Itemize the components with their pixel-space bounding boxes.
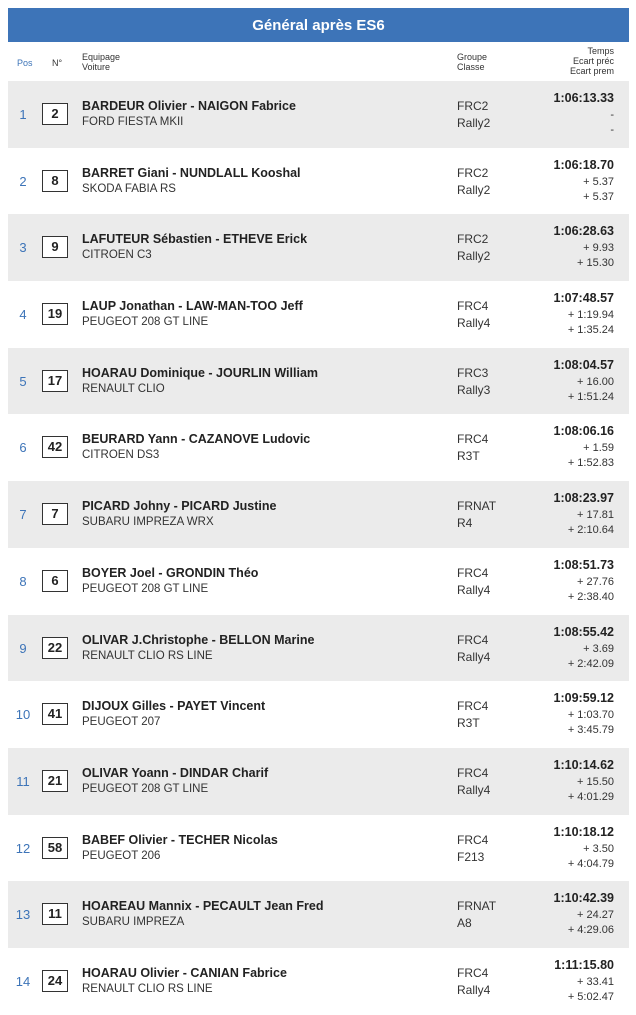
total-time: 1:06:18.70 xyxy=(553,157,614,172)
groupe: FRC2 xyxy=(457,232,489,247)
total-time: 1:06:28.63 xyxy=(553,224,614,239)
gap-previous: - xyxy=(610,109,614,121)
table-row[interactable] xyxy=(8,681,629,748)
crew-names: LAUP Jonathan - LAW-MAN-TOO Jeff xyxy=(82,299,303,314)
position: 1 xyxy=(19,107,27,122)
results-table xyxy=(8,81,629,1015)
header-ecart-prec-label: Ecart préc xyxy=(572,56,614,66)
gap-first: + 2:42.09 xyxy=(567,657,614,670)
car-model: PEUGEOT 207 xyxy=(82,716,161,729)
car-number: 2 xyxy=(42,103,68,125)
total-time: 1:06:13.33 xyxy=(553,91,614,105)
position: 5 xyxy=(19,373,27,389)
classe: Rally4 xyxy=(457,782,491,797)
total-time: 1:10:14.62 xyxy=(553,757,614,772)
crew-names: BARRET Giani - NUNDLALL Kooshal xyxy=(82,165,301,180)
gap-previous: + 16.00 xyxy=(576,375,614,388)
position: 4 xyxy=(19,307,27,323)
position: 7 xyxy=(19,507,27,523)
car-number: 7 xyxy=(42,503,68,525)
car-model: PEUGEOT 208 GT LINE xyxy=(82,582,209,595)
table-row[interactable] xyxy=(8,481,629,548)
car-model: PEUGEOT 208 GT LINE xyxy=(82,782,209,795)
car-number: 58 xyxy=(42,837,68,859)
gap-first: + 1:52.83 xyxy=(567,457,614,470)
crew-names: BARDEUR Olivier - NAIGON Fabrice xyxy=(82,99,296,113)
gap-first: + 2:38.40 xyxy=(567,590,614,603)
crew-names: HOARAU Olivier - CANIAN Fabrice xyxy=(82,965,287,980)
groupe: FRNAT xyxy=(457,899,497,914)
car-number: 42 xyxy=(42,436,68,458)
car-model: FORD FIESTA MKII xyxy=(82,116,184,128)
car-model: RENAULT CLIO RS LINE xyxy=(82,649,213,662)
table-row[interactable] xyxy=(8,148,629,215)
crew-names: OLIVAR J.Christophe - BELLON Marine xyxy=(82,632,315,647)
gap-previous: + 27.76 xyxy=(576,575,614,588)
table-row[interactable] xyxy=(8,548,629,615)
car-number: 17 xyxy=(42,370,68,392)
gap-first: + 5:02.47 xyxy=(567,990,614,1003)
classe: Rally4 xyxy=(457,582,491,597)
groupe: FRC4 xyxy=(457,565,489,580)
gap-first: + 5.37 xyxy=(583,190,614,203)
gap-first: + 1:35.24 xyxy=(567,324,614,337)
car-model: SUBARU IMPREZA WRX xyxy=(82,516,214,529)
table-row[interactable] xyxy=(8,748,629,815)
groupe: FRC2 xyxy=(457,99,489,113)
classe: Rally3 xyxy=(457,382,491,397)
position: 13 xyxy=(15,907,31,923)
classe: Rally2 xyxy=(457,182,491,197)
crew-names: HOAREAU Mannix - PECAULT Jean Fred xyxy=(82,899,324,914)
total-time: 1:08:51.73 xyxy=(553,557,614,572)
car-model: CITROEN DS3 xyxy=(82,449,160,462)
gap-previous: + 1.59 xyxy=(583,442,614,455)
classe: F213 xyxy=(457,849,485,864)
gap-previous: + 15.50 xyxy=(576,775,614,788)
gap-first: + 2:10.64 xyxy=(567,524,614,537)
crew-names: BEURARD Yann - CAZANOVE Ludovic xyxy=(82,432,311,447)
classe: Rally4 xyxy=(457,316,491,331)
position: 6 xyxy=(19,440,27,456)
position: 8 xyxy=(19,573,27,589)
header-voiture-label: Voiture xyxy=(82,62,111,72)
groupe: FRC4 xyxy=(457,965,489,980)
car-model: CITROEN C3 xyxy=(82,249,152,262)
gap-first: + 15.30 xyxy=(576,257,614,270)
gap-previous: + 33.41 xyxy=(576,975,614,988)
classe: Rally4 xyxy=(457,982,491,997)
car-model: RENAULT CLIO RS LINE xyxy=(82,982,213,995)
total-time: 1:08:55.42 xyxy=(553,624,614,639)
total-time: 1:11:15.80 xyxy=(554,957,614,972)
gap-previous: + 3.69 xyxy=(583,642,614,655)
total-time: 1:10:42.39 xyxy=(553,891,614,906)
car-model: PEUGEOT 208 GT LINE xyxy=(82,316,209,329)
car-model: PEUGEOT 206 xyxy=(82,849,161,862)
crew-names: BABEF Olivier - TECHER Nicolas xyxy=(82,832,278,847)
gap-previous: + 5.37 xyxy=(583,175,614,188)
table-row[interactable] xyxy=(8,348,629,415)
classe: Rally4 xyxy=(457,649,491,664)
gap-previous: + 24.27 xyxy=(576,909,614,922)
header-equipage-label: Equipage xyxy=(82,52,121,62)
gap-first: + 4:04.79 xyxy=(567,857,614,870)
gap-first: + 4:29.06 xyxy=(567,924,614,937)
gap-first: + 1:51.24 xyxy=(567,390,614,403)
classe: Rally2 xyxy=(457,116,491,130)
position: 3 xyxy=(19,240,27,256)
groupe: FRC4 xyxy=(457,832,489,847)
header-times xyxy=(570,46,614,76)
gap-previous: + 3.50 xyxy=(583,842,614,855)
position: 2 xyxy=(19,173,27,189)
gap-first: + 4:01.29 xyxy=(567,790,614,803)
table-row[interactable] xyxy=(8,214,629,281)
crew-names: DIJOUX Gilles - PAYET Vincent xyxy=(82,699,266,714)
gap-previous: + 9.93 xyxy=(583,242,614,255)
car-number: 11 xyxy=(42,903,68,925)
classe: R4 xyxy=(457,516,473,531)
groupe: FRC4 xyxy=(457,765,489,780)
total-time: 1:08:23.97 xyxy=(553,491,614,506)
header-pos: Pos xyxy=(17,58,33,68)
gap-first: - xyxy=(610,124,614,136)
table-row[interactable] xyxy=(8,281,629,348)
position: 14 xyxy=(15,973,31,989)
crew-names: HOARAU Dominique - JOURLIN William xyxy=(82,365,319,380)
car-model: RENAULT CLIO xyxy=(82,382,165,395)
position: 10 xyxy=(15,707,31,723)
car-number: 8 xyxy=(42,170,68,192)
car-model: SUBARU IMPREZA xyxy=(82,916,185,929)
header-num: N° xyxy=(52,58,63,68)
position: 9 xyxy=(19,640,27,656)
position: 12 xyxy=(15,840,31,856)
table-row[interactable] xyxy=(8,414,629,481)
groupe: FRC4 xyxy=(457,632,489,647)
header-ecart-prem-label: Ecart prem xyxy=(569,66,614,76)
table-row[interactable] xyxy=(8,948,629,1015)
car-number: 22 xyxy=(42,637,68,659)
table-row[interactable] xyxy=(8,81,629,148)
total-time: 1:08:04.57 xyxy=(553,357,614,372)
groupe: FRC2 xyxy=(457,165,489,180)
gap-previous: + 1:19.94 xyxy=(567,309,614,322)
crew-names: OLIVAR Yoann - DINDAR Charif xyxy=(82,765,269,780)
car-number: 21 xyxy=(42,770,68,792)
header-temps-label: Temps xyxy=(587,46,614,56)
total-time: 1:07:48.57 xyxy=(553,291,614,306)
crew-names: PICARD Johny - PICARD Justine xyxy=(82,499,277,514)
table-row[interactable] xyxy=(8,881,629,948)
car-number: 6 xyxy=(42,570,68,592)
groupe: FRC4 xyxy=(457,699,489,714)
car-number: 19 xyxy=(42,303,68,325)
car-number: 41 xyxy=(42,703,68,725)
results-title: Général après ES6 xyxy=(8,8,629,42)
gap-previous: + 1:03.70 xyxy=(567,709,614,722)
header-equipage xyxy=(82,52,120,72)
gap-first: + 3:45.79 xyxy=(567,724,614,737)
groupe: FRC3 xyxy=(457,365,489,380)
table-row[interactable] xyxy=(8,815,629,882)
header-classe-label: Classe xyxy=(457,62,485,72)
classe: Rally2 xyxy=(457,249,491,264)
total-time: 1:10:18.12 xyxy=(553,824,614,839)
car-number: 24 xyxy=(42,970,68,992)
crew-names: LAFUTEUR Sébastien - ETHEVE Erick xyxy=(82,232,308,247)
total-time: 1:09:59.12 xyxy=(553,691,614,706)
car-model: SKODA FABIA RS xyxy=(82,182,176,195)
table-row[interactable] xyxy=(8,615,629,682)
table-header xyxy=(8,46,629,80)
crew-names: BOYER Joel - GRONDIN Théo xyxy=(82,565,259,580)
gap-previous: + 17.81 xyxy=(576,509,614,522)
header-groupe xyxy=(457,52,487,72)
total-time: 1:08:06.16 xyxy=(553,424,614,439)
car-number: 9 xyxy=(42,236,68,258)
groupe: FRC4 xyxy=(457,432,489,447)
classe: A8 xyxy=(457,916,472,931)
header-groupe-label: Groupe xyxy=(457,52,488,62)
classe: R3T xyxy=(457,716,480,731)
groupe: FRC4 xyxy=(457,299,489,314)
position: 11 xyxy=(16,773,30,789)
groupe: FRNAT xyxy=(457,499,497,514)
classe: R3T xyxy=(457,449,480,464)
